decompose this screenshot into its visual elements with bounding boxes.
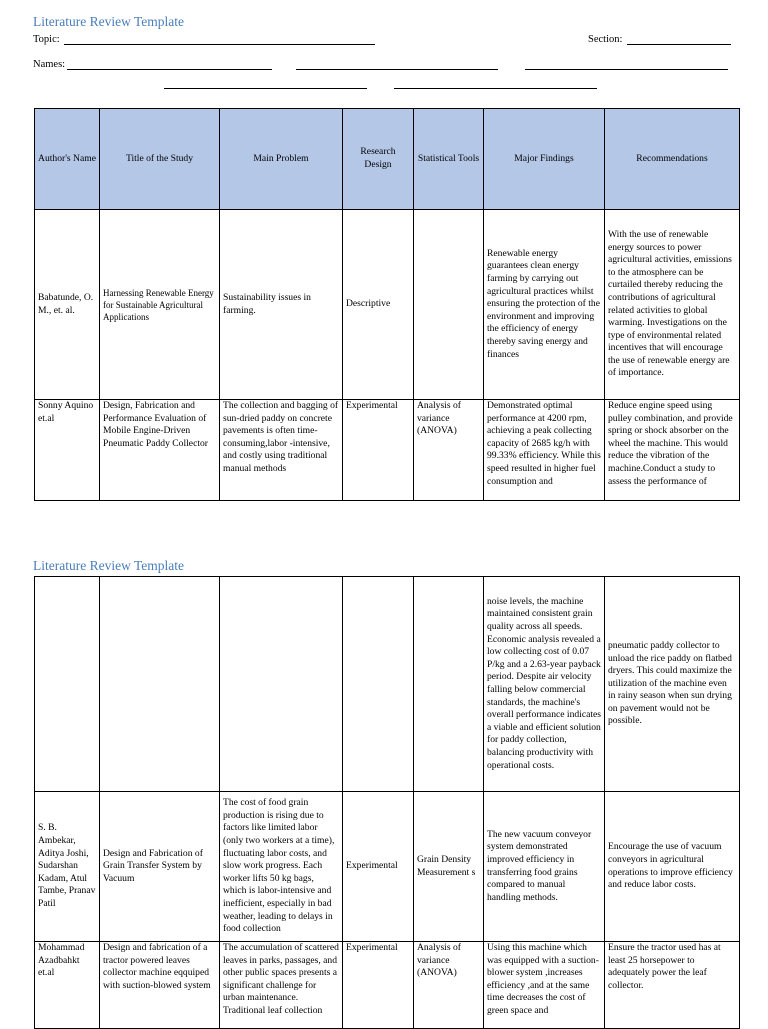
literature-table-page-2 [34, 576, 740, 1029]
cell-tools: Analysis of variance (ANOVA) [414, 400, 484, 501]
cell-title [100, 577, 220, 792]
cell-recommendations: With the use of renewable energy sources to power agricultural activities, emissions to the atmosphere can be curtailed thereby reducing the contributions of agricultural related activities to global warming. Investigations on the type of environmental related incentives that will encourage the use of renewable energy are of importance. [605, 210, 740, 400]
cell-problem [220, 577, 343, 792]
cell-tools [414, 577, 484, 792]
cell-author: S. B. Ambekar, Aditya Joshi, Sudarshan Kadam, Atul Tambe, Pranav Patil [35, 792, 100, 942]
page-2-title: Literature Review Template [33, 558, 184, 573]
cell-title: Design, Fabrication and Performance Evaluation of Mobile Engine-Driven Pneumatic Paddy Collector [100, 400, 220, 501]
header-author: Author's Name [35, 109, 100, 210]
cell-author: Babatunde, O. M., et. al. [35, 210, 100, 400]
cell-problem: The cost of food grain production is rising due to factors like limited labor (only two workers at a time), fluctuating labor costs, and slow work progress. Each worker lifts 50 kg bags, which is labor-intensive and inefficient, especially in bad weather, leading to delays in food collection [220, 792, 343, 942]
table-row [35, 942, 740, 1029]
table-row [35, 577, 740, 792]
table-header-row [35, 109, 740, 210]
page-title: Literature Review Template [33, 14, 184, 29]
cell-title: Design and Fabrication of Grain Transfer System by Vacuum [100, 792, 220, 942]
cell-title: Harnessing Renewable Energy for Sustainable Agricultural Applications [100, 210, 220, 400]
section-blank[interactable] [627, 44, 731, 45]
cell-design: Descriptive [343, 210, 414, 400]
table-row [35, 792, 740, 942]
cell-findings: The new vacuum conveyor system demonstrated improved efficiency in transferring food grains compared to manual handling methods. [484, 792, 605, 942]
section-label: Section: [588, 34, 623, 45]
cell-problem: Sustainability issues in farming. [220, 210, 343, 400]
cell-author: Mohammad Azadbahkt et.al [35, 942, 100, 1029]
header-tools: Statistical Tools [414, 109, 484, 210]
cell-tools: Grain Density Measurement s [414, 792, 484, 942]
name-blank-2[interactable] [296, 69, 498, 70]
cell-design: Experimental [343, 400, 414, 501]
literature-table-page-1 [34, 108, 740, 501]
cell-author: Sonny Aquino et.al [35, 400, 100, 501]
cell-design [343, 577, 414, 792]
cell-design: Experimental [343, 792, 414, 942]
cell-tools: Analysis of variance (ANOVA) [414, 942, 484, 1029]
header-problem: Main Problem [220, 109, 343, 210]
cell-title: Design and fabrication of a tractor powered leaves collector machine eqquiped with suction-blowed system [100, 942, 220, 1029]
header-design: Research Design [343, 109, 414, 210]
name-blank-3[interactable] [525, 69, 728, 70]
topic-label: Topic: [33, 34, 60, 45]
cell-findings: Renewable energy guarantees clean energy farming by carrying out agricultural practices whilst ensuring the protection of the environment and improving the efficiency of energy thereby saving energy and finances [484, 210, 605, 400]
cell-recommendations: Reduce engine speed using pulley combination, and provide spring or shock absorber on the wheel the machine. This would reduce the vibration of the machine.Conduct a study to assess the performance of [605, 400, 740, 501]
names-label: Names: [33, 59, 66, 70]
cell-recommendations: pneumatic paddy collector to unload the rice paddy on flatbed dryers. This could maximize the utilization of the machine even in rainy season when sun drying on pavement would not be possible. [605, 577, 740, 792]
cell-problem: The accumulation of scattered leaves in parks, passages, and other public spaces presents a significant challenge for urban maintenance. Traditional leaf collection [220, 942, 343, 1029]
name-blank-5[interactable] [394, 88, 597, 89]
topic-blank[interactable] [64, 44, 375, 45]
header-recommendations: Recommendations [605, 109, 740, 210]
cell-problem: The collection and bagging of sun-dried paddy on concrete pavements is often time-consuming,labor -intensive, and costly using traditional manual methods [220, 400, 343, 501]
cell-tools [414, 210, 484, 400]
header-title: Title of the Study [100, 109, 220, 210]
cell-recommendations: Ensure the tractor used has at least 25 horsepower to adequately power the leaf collector. [605, 942, 740, 1029]
header-findings: Major Findings [484, 109, 605, 210]
name-blank-1[interactable] [67, 69, 272, 70]
cell-findings: Using this machine which was equipped with a suction-blower system ,increases efficiency ,and at the same time decreases the cost of green space and [484, 942, 605, 1029]
name-blank-4[interactable] [164, 88, 367, 89]
cell-author [35, 577, 100, 792]
cell-findings: Demonstrated optimal performance at 4200 rpm, achieving a peak collecting capacity of 2685 kg/h with 99.33% efficiency. While this speed resulted in higher fuel consumption and [484, 400, 605, 501]
cell-recommendations: Encourage the use of vacuum conveyors in agricultural operations to improve efficiency and reduce labor costs. [605, 792, 740, 942]
table-row [35, 400, 740, 501]
cell-design: Experimental [343, 942, 414, 1029]
table-row [35, 210, 740, 400]
cell-findings: noise levels, the machine maintained consistent grain quality across all speeds. Economic analysis revealed a low collecting cost of 0.07 P/kg and a 2.63-year payback period. Despite air velocity falling below commercial standards, the machine's overall performance indicates a viable and efficient solution for paddy collection, balancing productivity with operational costs. [484, 577, 605, 792]
